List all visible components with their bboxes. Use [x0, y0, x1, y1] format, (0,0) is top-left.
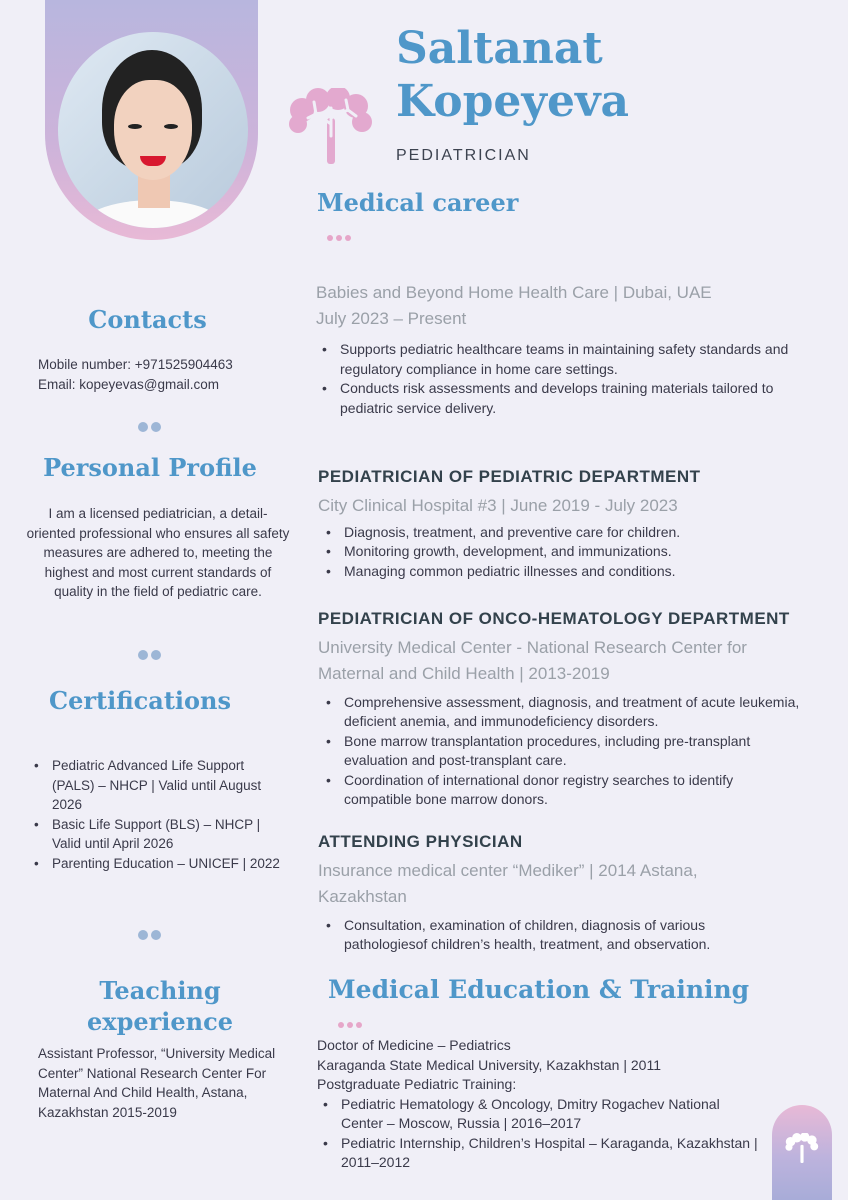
list-item: • Conducts risk assessments and develops training materials tailored to pediatric service delivery. [316, 379, 816, 418]
job-bullets [320, 693, 800, 810]
list-item: • Bone marrow transplantation procedures, including pre-transplant evaluation and post-transplant care. [320, 732, 800, 771]
brain-tree-icon [288, 88, 374, 164]
postgrad-label: Postgraduate Pediatric Training: [317, 1076, 517, 1092]
list-item: • Supports pediatric healthcare teams in maintaining safety standards and regulatory compliance in home care settings. [316, 340, 816, 379]
list-item: • Coordination of international donor registry searches to identify compatible bone marrow donors. [320, 771, 800, 810]
email-address: Email: kopeyevas@gmail.com [38, 376, 220, 392]
teaching-text: Assistant Professor, “University Medical Center” National Research Center For Maternal And Child Health, Astana, Kazakhstan 2015-2019 [38, 1046, 276, 1120]
job-company: City Clinical Hospital #3 | June 2019 - July 2023 [318, 495, 678, 515]
job-entry [318, 832, 818, 955]
profile-photo [58, 32, 248, 228]
job-company: Insurance medical center “Mediker” | 2014 Astana, Kazakhstan [318, 860, 698, 906]
certifications-heading: Certifications [48, 686, 231, 715]
education-heading: Medical Education & Training [328, 975, 750, 1004]
brain-tree-icon [785, 1133, 819, 1163]
profile-text: I am a licensed pediatrician, a detail-oriented professional who ensures all safety measures are adhered to, meeting the highest and most current standards of quality in the field of pediatric care. [26, 506, 290, 599]
logo-badge [772, 1105, 832, 1200]
list-item: • Diagnosis, treatment, and preventive care for children. [320, 523, 820, 543]
job-entry [318, 467, 818, 581]
job-title: PEDIATRICIAN OF PEDIATRIC DEPARTMENT [318, 467, 701, 486]
last-name: Kopeyeva [396, 76, 630, 127]
list-item: • Pediatric Internship, Children’s Hospital – Karaganda, Kazakhstan | 2011–2012 [317, 1134, 762, 1173]
job-entry [316, 280, 816, 418]
divider-dots [138, 650, 161, 660]
job-bullets [316, 340, 816, 418]
list-item: • Parenting Education – UNICEF | 2022 [28, 854, 290, 874]
degree: Doctor of Medicine – Pediatrics [317, 1037, 511, 1053]
career-heading: Medical career [317, 188, 519, 217]
list-item: • Consultation, examination of children, diagnosis of various pathologiesof children’s health, treatment, and observation. [320, 916, 780, 955]
first-name: Saltanat [396, 23, 603, 74]
certifications-list [28, 756, 290, 873]
list-item: • Basic Life Support (BLS) – NHCP | Valid until April 2026 [28, 815, 290, 854]
profile-heading: Personal Profile [43, 453, 257, 482]
university: Karaganda State Medical University, Kazakhstan | 2011 [317, 1056, 661, 1073]
education-bullets [317, 1095, 762, 1173]
contacts-heading: Contacts [88, 305, 207, 334]
job-bullets [320, 916, 780, 955]
education-block [317, 1036, 767, 1173]
list-item: • Pediatric Advanced Life Support (PALS) – NHCP | Valid until August 2026 [28, 756, 290, 815]
mobile-number: Mobile number: +971525904463 [38, 357, 233, 372]
list-item: • Pediatric Hematology & Oncology, Dmitry Rogachev National Center – Moscow, Russia | 2016–2017 [317, 1095, 762, 1134]
job-entry [318, 609, 818, 810]
job-title: ATTENDING PHYSICIAN [318, 832, 523, 851]
list-item: • Comprehensive assessment, diagnosis, and treatment of acute leukemia, deficient anemia, and immunodeficiency disorders. [320, 693, 800, 732]
job-period: July 2023 – Present [316, 309, 467, 328]
divider-dots [138, 930, 161, 940]
job-title: PEDIATRICIAN OF ONCO-HEMATOLOGY DEPARTMENT [318, 609, 790, 628]
profession-title: PEDIATRICIAN [396, 147, 531, 164]
teaching-heading: Teaching experience [87, 976, 233, 1036]
divider-dots [138, 422, 161, 432]
job-company: University Medical Center - National Research Center for Maternal and Child Health | 2013-2019 [318, 637, 747, 683]
person-name [396, 22, 629, 128]
divider-dots [327, 235, 351, 241]
job-company: Babies and Beyond Home Health Care | Dubai, UAE [316, 283, 712, 302]
list-item: • Managing common pediatric illnesses and conditions. [320, 562, 820, 582]
contacts-block [38, 355, 300, 394]
job-bullets [320, 523, 820, 582]
divider-dots [338, 1022, 362, 1028]
list-item: • Monitoring growth, development, and immunizations. [320, 542, 820, 562]
